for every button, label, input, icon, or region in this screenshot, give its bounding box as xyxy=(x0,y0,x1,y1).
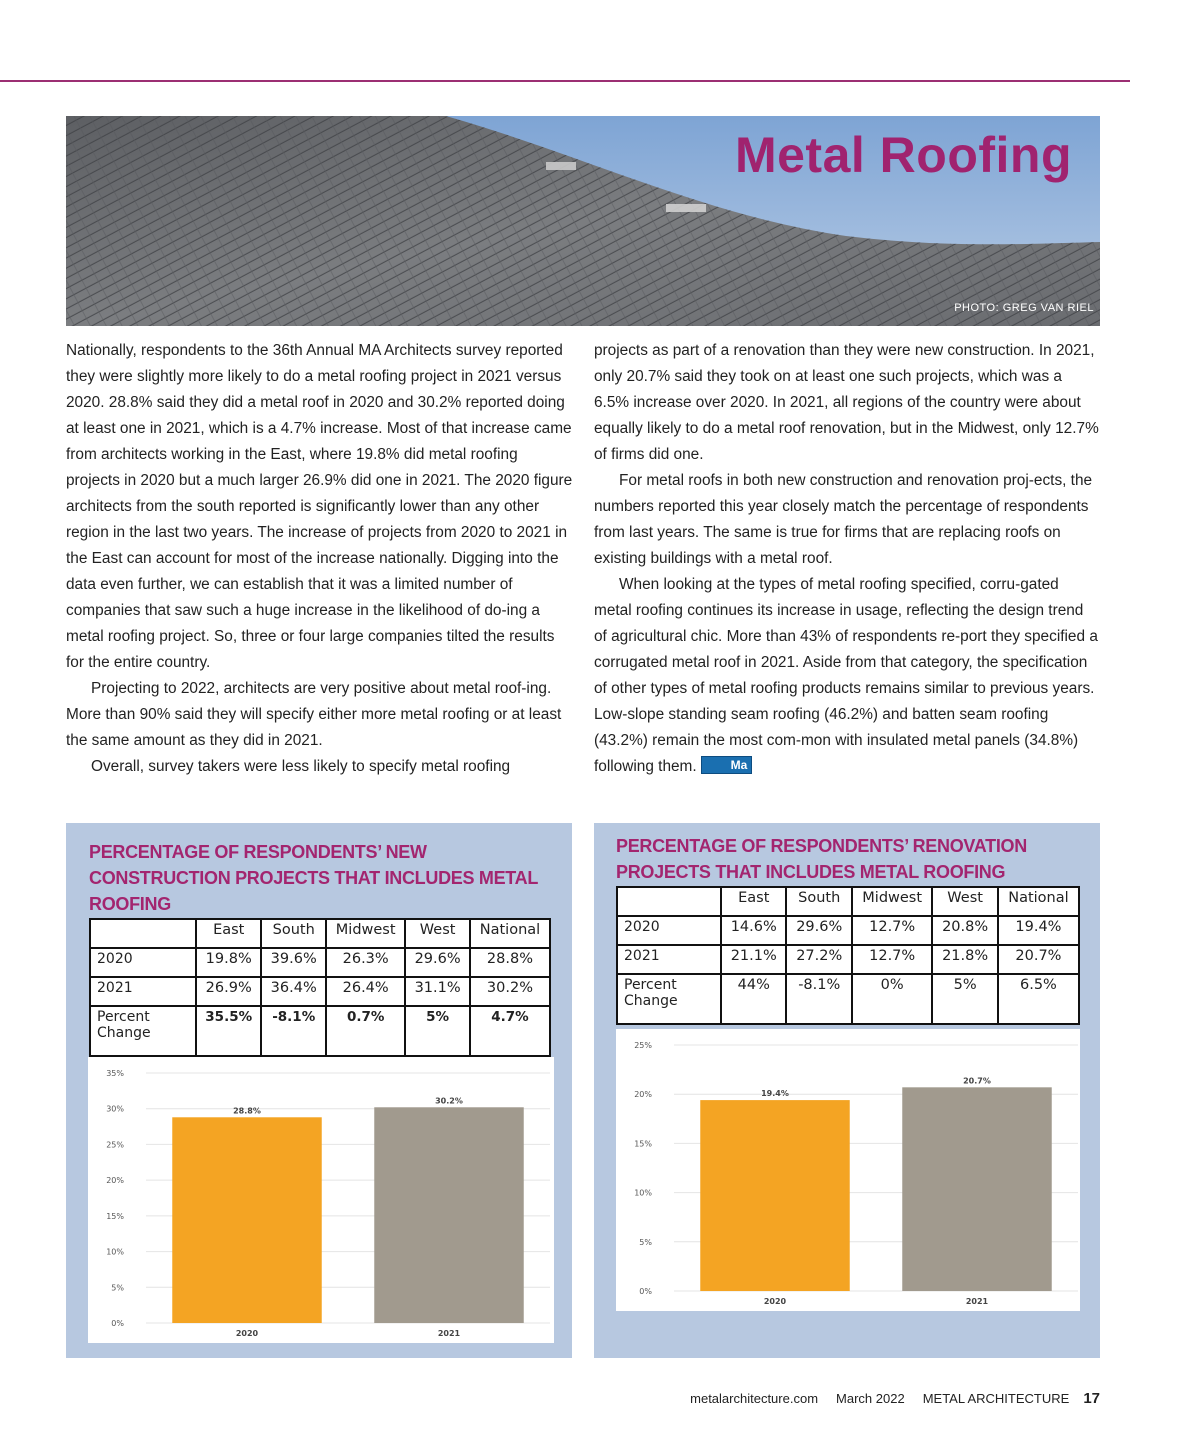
row-label: Percent Change xyxy=(90,1006,196,1056)
row-label: Percent Change xyxy=(617,974,721,1024)
photo-credit: PHOTO: GREG VAN RIEL xyxy=(954,302,1094,314)
new-construction-table xyxy=(89,918,551,1057)
table-cell: 39.6% xyxy=(261,948,326,977)
table-header-cell: South xyxy=(786,887,851,916)
table-cell: 21.1% xyxy=(721,945,786,974)
new-construction-panel xyxy=(66,823,572,1358)
table-cell: -8.1% xyxy=(261,1006,326,1056)
table-row xyxy=(617,974,1079,1024)
data-label: 28.8% xyxy=(233,1106,261,1116)
hero-photo xyxy=(66,116,1100,326)
table-cell: 6.5% xyxy=(998,974,1079,1024)
table-cell: 12.7% xyxy=(852,945,932,974)
new-construction-title: PERCENTAGE OF RESPONDENTS’ NEW CONSTRUCTION PROJECTS THAT INCLUDES METAL ROOFING xyxy=(89,842,538,914)
x-tick-label: 2020 xyxy=(235,1329,259,1338)
table-row xyxy=(617,916,1079,945)
footer-magazine: METAL ARCHITECTURE xyxy=(922,1391,1070,1406)
table-cell: 5% xyxy=(405,1006,470,1056)
y-tick-label: 10% xyxy=(106,1247,124,1257)
paragraph: Nationally, respondents to the 36th Annual MA Architects survey reported they were slightly more likely to do a metal roofing project in 2021 versus 2020. 28.8% said they did a metal roof in 2020 and 30.2% reported doing at least one in 2021, which is a 4.7% increase. Most of that increase came from architects working in the East, where 19.8% did metal roofing projects in 2020 but a much larger 26.9% did one in 2021. The 2020 figure architects from the south reported is significantly lower than any other region in the last two years. The increase of projects from 2020 to 2021 in the East can account for most of the increase nationally. Digging into the data even further, we can establish that it was a limited number of companies that saw such a huge increase in the likelihood of do-ing a metal roofing project. So, three or four large companies tilted the results for the entire country. xyxy=(66,342,573,671)
table-cell: 19.4% xyxy=(998,916,1079,945)
table-header-cell: West xyxy=(405,919,470,948)
table-row xyxy=(617,945,1079,974)
table-header-cell: South xyxy=(261,919,326,948)
table-cell: -8.1% xyxy=(786,974,851,1024)
table-cell: 26.3% xyxy=(326,948,405,977)
page-footer xyxy=(672,1390,1100,1407)
row-label: 2021 xyxy=(90,977,196,1006)
y-tick-label: 20% xyxy=(106,1176,124,1186)
table-cell: 35.5% xyxy=(196,1006,261,1056)
page-number: 17 xyxy=(1083,1390,1100,1407)
data-label: 19.4% xyxy=(761,1089,789,1099)
y-tick-label: 0% xyxy=(111,1319,124,1328)
table-header-cell: National xyxy=(470,919,550,948)
y-tick-label: 5% xyxy=(111,1283,124,1293)
bar-2021 xyxy=(902,1087,1051,1291)
table-cell: 21.8% xyxy=(932,945,997,974)
renovation-title: PERCENTAGE OF RESPONDENTS’ RENOVATION PROJECTS THAT INCLUDES METAL ROOFING xyxy=(616,836,1027,882)
bar-2021 xyxy=(374,1107,523,1323)
y-tick-label: 20% xyxy=(634,1090,652,1100)
row-label: 2020 xyxy=(90,948,196,977)
data-label: 20.7% xyxy=(963,1076,991,1086)
table-header-cell: West xyxy=(932,887,997,916)
table-header-cell xyxy=(90,919,196,948)
x-tick-label: 2021 xyxy=(965,1297,989,1306)
bar-2020 xyxy=(172,1117,321,1323)
renovation-table xyxy=(616,886,1080,1025)
table-header-cell: Midwest xyxy=(852,887,932,916)
table-cell: 5% xyxy=(932,974,997,1024)
table-cell: 20.7% xyxy=(998,945,1079,974)
footer-site: metalarchitecture.com xyxy=(690,1391,819,1406)
bar-2020 xyxy=(700,1100,849,1291)
renovation-chart xyxy=(616,1029,1080,1311)
table-cell: 27.2% xyxy=(786,945,851,974)
y-tick-label: 0% xyxy=(639,1287,652,1296)
row-label: 2020 xyxy=(617,916,721,945)
table-cell: 4.7% xyxy=(470,1006,550,1056)
table-cell: 20.8% xyxy=(932,916,997,945)
paragraph: projects as part of a renovation than they were new construction. In 2021, only 20.7% said they took on at least one such projects, which was a 6.5% increase over 2020. In 2021, all regions of the country were about equally likely to do a metal roof renovation, but in the Midwest, only 12.7% of firms did one. xyxy=(594,342,1099,463)
y-tick-label: 30% xyxy=(106,1104,124,1114)
y-tick-label: 15% xyxy=(634,1139,652,1149)
article-right-column xyxy=(594,338,1100,780)
table-cell: 14.6% xyxy=(721,916,786,945)
paragraph: For metal roofs in both new construction and renovation proj-ects, the numbers reported this year closely match the percentage of respondents from last years. The same is true for firms that are replacing roofs on existing buildings with a metal roof. xyxy=(594,472,1093,567)
bar-chart xyxy=(616,1029,1080,1311)
table-cell: 30.2% xyxy=(470,977,550,1006)
table-cell: 0% xyxy=(852,974,932,1024)
footer-issue: March 2022 xyxy=(836,1391,905,1406)
renovation-panel xyxy=(594,823,1100,1358)
data-label: 30.2% xyxy=(435,1096,463,1106)
y-tick-label: 5% xyxy=(639,1237,652,1247)
table-cell: 26.9% xyxy=(196,977,261,1006)
row-label: 2021 xyxy=(617,945,721,974)
page-title: Metal Roofing xyxy=(734,127,1072,183)
paragraph-text: When looking at the types of metal roofing specified, corru-gated metal roofing continues its increase in usage, reflecting the design trend of agricultural chic. More than 43% of respondents re-port they specified a corrugated metal roof in 2021. Aside from that category, the specification of other types of metal roofing products remains similar to previous years. Low-slope standing seam roofing (46.2%) and batten seam roofing (43.2%) remain the most com-mon with insulated metal panels (34.8%) following them. xyxy=(594,576,1098,775)
table-row xyxy=(90,1006,550,1056)
new-construction-chart xyxy=(88,1057,554,1343)
table-header-cell: East xyxy=(196,919,261,948)
paragraph: Overall, survey takers were less likely to specify metal roofing xyxy=(91,758,511,775)
y-tick-label: 35% xyxy=(106,1069,124,1078)
y-tick-label: 25% xyxy=(634,1041,652,1050)
bar-chart xyxy=(88,1057,554,1343)
table-header-cell: East xyxy=(721,887,786,916)
table-cell: 44% xyxy=(721,974,786,1024)
article-left-column xyxy=(66,338,574,780)
x-tick-label: 2021 xyxy=(437,1329,461,1338)
paragraph: Projecting to 2022, architects are very positive about metal roof-ing. More than 90% said they will specify either more metal roofing or at least the same amount as they did in 2021. xyxy=(66,680,562,749)
table-header-cell: National xyxy=(998,887,1079,916)
table-header-cell: Midwest xyxy=(326,919,405,948)
paragraph xyxy=(594,572,1100,780)
table-cell: 26.4% xyxy=(326,977,405,1006)
table-cell: 29.6% xyxy=(405,948,470,977)
table-cell: 31.1% xyxy=(405,977,470,1006)
table-header-cell xyxy=(617,887,721,916)
table-row xyxy=(90,977,550,1006)
x-tick-label: 2020 xyxy=(763,1297,787,1306)
table-cell: 0.7% xyxy=(326,1006,405,1056)
ma-logo-icon: Ma xyxy=(701,756,753,774)
table-cell: 19.8% xyxy=(196,948,261,977)
y-tick-label: 25% xyxy=(106,1140,124,1150)
table-cell: 29.6% xyxy=(786,916,851,945)
table-cell: 28.8% xyxy=(470,948,550,977)
table-row xyxy=(90,948,550,977)
top-rule xyxy=(0,80,1130,82)
y-tick-label: 15% xyxy=(106,1211,124,1221)
y-tick-label: 10% xyxy=(634,1188,652,1198)
table-cell: 12.7% xyxy=(852,916,932,945)
table-header-row xyxy=(617,887,1079,916)
table-header-row xyxy=(90,919,550,948)
table-cell: 36.4% xyxy=(261,977,326,1006)
